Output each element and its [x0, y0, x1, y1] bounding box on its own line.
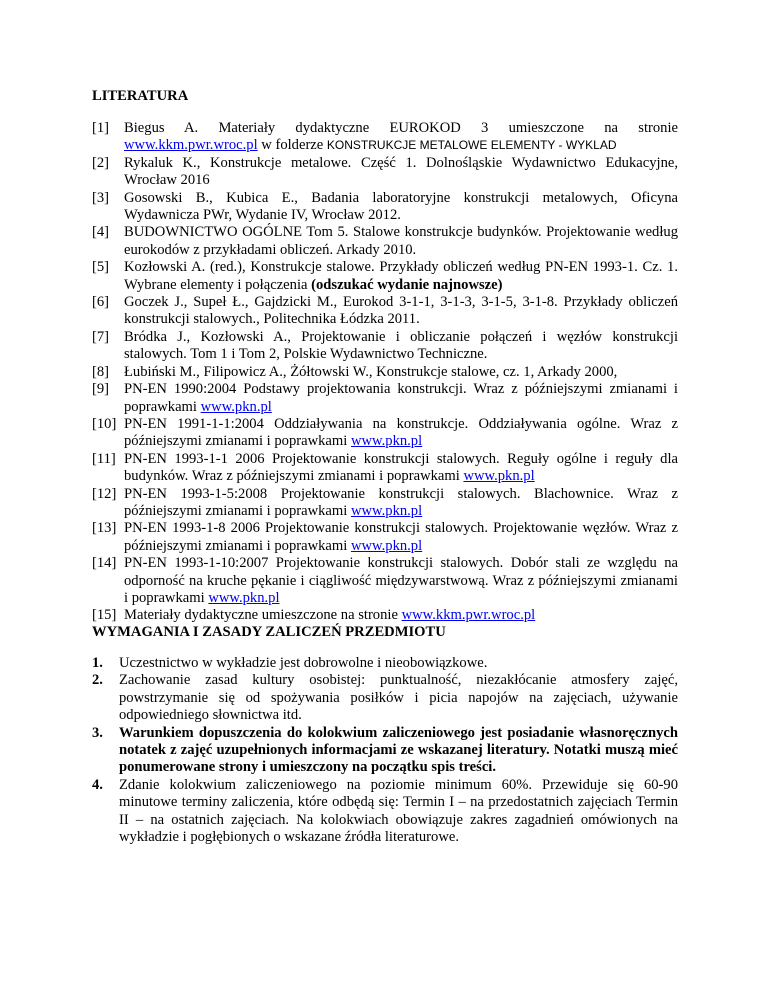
reference-item: [8] Łubiński M., Filipowicz A., Żółtowski W., Konstrukcje stalowe, cz. 1, Arkady 2000, — [92, 363, 618, 380]
edition-note: (odszukać wydanie najnowsze) — [311, 276, 503, 293]
reference-number: [3] — [92, 189, 110, 206]
reference-number: [8] — [92, 363, 110, 380]
reference-link[interactable]: www.pkn.pl — [208, 589, 280, 606]
reference-number: [13] — [92, 520, 117, 537]
reference-item: [9] PN-EN 1990:2004 Podstawy projektowania konstrukcji. Wraz z późniejszymi zmianami i poprawkami www.pkn.pl — [92, 381, 678, 415]
reference-number: [12] — [92, 485, 117, 502]
reference-link[interactable]: www.pkn.pl — [350, 433, 423, 450]
requirements-list — [92, 655, 678, 846]
reference-number: [11] — [92, 450, 116, 467]
requirement-number: 4. — [92, 776, 103, 793]
reference-number: [14] — [92, 555, 117, 572]
reference-list — [92, 120, 678, 625]
reference-item: [4] BUDOWNICTWO OGÓLNE Tom 5. Stalowe konstrukcje budynków. Projektowanie według eurokodów z przykładami obliczeń. Arkady 2010. — [92, 224, 678, 258]
reference-number: [6] — [92, 294, 110, 311]
reference-item: [15] Materiały dydaktyczne umieszczone na stronie www.kkm.pwr.wroc.pl — [92, 607, 536, 624]
reference-item: [13] PN-EN 1993-1-8 2006 Projektowanie konstrukcji stalowych. Projektowanie węzłów. Wraz z późniejszymi zmianami i poprawkami www.pkn.pl — [92, 520, 678, 554]
reference-link[interactable]: www.kkm.pwr.wroc.pl — [401, 607, 536, 624]
reference-link[interactable]: www.pkn.pl — [200, 398, 272, 415]
reference-item: [10] PN-EN 1991-1-1:2004 Oddziaływania na konstrukcje. Oddziaływania ogólne. Wraz z późniejszymi zmianami i poprawkami www.pkn.pl — [92, 415, 678, 450]
requirement-number: 1. — [92, 655, 103, 671]
reference-number: [1] — [92, 120, 110, 136]
requirement-number: 2. — [92, 672, 103, 689]
reference-number: [9] — [92, 381, 110, 398]
reference-link[interactable]: www.pkn.pl — [350, 537, 423, 554]
requirement-number: 3. — [92, 724, 103, 741]
literature-heading: LITERATURA — [92, 88, 189, 104]
requirement-item: 2. Zachowanie zasad kultury osobistej: punktualność, niezakłócanie atmosfery zajęć, powstrzymanie się od spożywania posiłków i picia napojów na zajęciach, używanie odpowiedniego słownictwa itd. — [92, 672, 678, 724]
reference-item: [1] Biegus A. Materiały dydaktyczne EUROKOD 3 umieszczone na stronie www.kkm.pwr.wroc.pl w folderze KONSTRUKCJE METALOWE ELEMENTY - WYKLAD — [92, 120, 678, 154]
reference-link[interactable]: www.kkm.pwr.wroc.pl — [124, 137, 258, 154]
reference-item: [2] Rykaluk K., Konstrukcje metalowe. Część 1. Dolnośląskie Wydawnictwo Edukacyjne, Wrocław 2016 — [92, 154, 678, 189]
requirement-item: 3. Warunkiem dopuszczenia do kolokwium zaliczeniowego jest posiadanie własnoręcznych notatek z zajęć uzupełnionych informacjami ze wskazanej literatury. Notatki muszą mieć ponumerowane strony i umieszczony na początku spis treści. — [92, 724, 678, 776]
reference-item: [14] PN-EN 1993-1-10:2007 Projektowanie konstrukcji stalowych. Dobór stali ze względu na odporność na kruche pękanie i ciągliwość międzywarstwową. Wraz z późniejszymi zmianami i poprawkami www.pkn.pl — [92, 555, 678, 606]
reference-item: [11] PN-EN 1993-1-1 2006 Projektowanie konstrukcji stalowych. Reguły ogólne i reguły dla budynków. Wraz z późniejszymi zmianami i poprawkami www.pkn.pl — [92, 450, 678, 485]
reference-item: [7] Bródka J., Kozłowski A., Projektowanie i obliczanie połączeń i węzłów konstrukcji stalowych. Tom 1 i Tom 2, Polskie Wydawnictwo Techniczne. — [92, 328, 678, 363]
reference-item: [6] Goczek J., Supeł Ł., Gajdzicki M., Eurokod 3-1-1, 3-1-3, 3-1-5, 3-1-8. Przykłady obliczeń konstrukcji stalowych., Politechnika Łódzka 2011. — [92, 294, 678, 328]
reference-number: [15] — [92, 607, 117, 624]
reference-number: [4] — [92, 224, 110, 241]
reference-link[interactable]: www.pkn.pl — [463, 468, 535, 485]
reference-number: [2] — [92, 154, 110, 171]
requirement-item: 1. Uczestnictwo w wykładzie jest dobrowolne i nieobowiązkowe. — [92, 655, 488, 671]
requirement-item: 4. Zdanie kolokwium zaliczeniowego na poziomie minimum 60%. Przewiduje się 60-90 minutowe terminy zaliczenia, które odbędą się: Termin I – na przedostatnich zajęciach Termin II – na ostatnich zajęciach. Na kolokwiach obowiązuje zakres zagadnień omówionych na wykładzie i pogłębionych o wskazane źródła literaturowe. — [92, 776, 678, 846]
reference-number: [10] — [92, 415, 117, 432]
requirements-heading: WYMAGANIA I ZASADY ZALICZEŃ PRZEDMIOTU — [92, 624, 446, 640]
reference-number: [7] — [92, 328, 110, 345]
folder-name: KONSTRUKCJE METALOWE ELEMENTY - WYKLAD — [326, 138, 617, 153]
reference-item: [5] Kozłowski A. (red.), Konstrukcje stalowe. Przykłady obliczeń według PN-EN 1993-1. Cz. 1. Wybrane elementy i połączenia (odszukać wydanie najnowsze) — [92, 259, 678, 293]
reference-link[interactable]: www.pkn.pl — [350, 502, 423, 519]
reference-item: [3] Gosowski B., Kubica E., Badania laboratoryjne konstrukcji metalowych, Oficyna Wydawnicza PWr, Wydanie IV, Wrocław 2012. — [92, 189, 678, 224]
reference-number: [5] — [92, 259, 110, 276]
reference-item: [12] PN-EN 1993-1-5:2008 Projektowanie konstrukcji stalowych. Blachownice. Wraz z późniejszymi zmianami i poprawkami www.pkn.pl — [92, 485, 678, 519]
